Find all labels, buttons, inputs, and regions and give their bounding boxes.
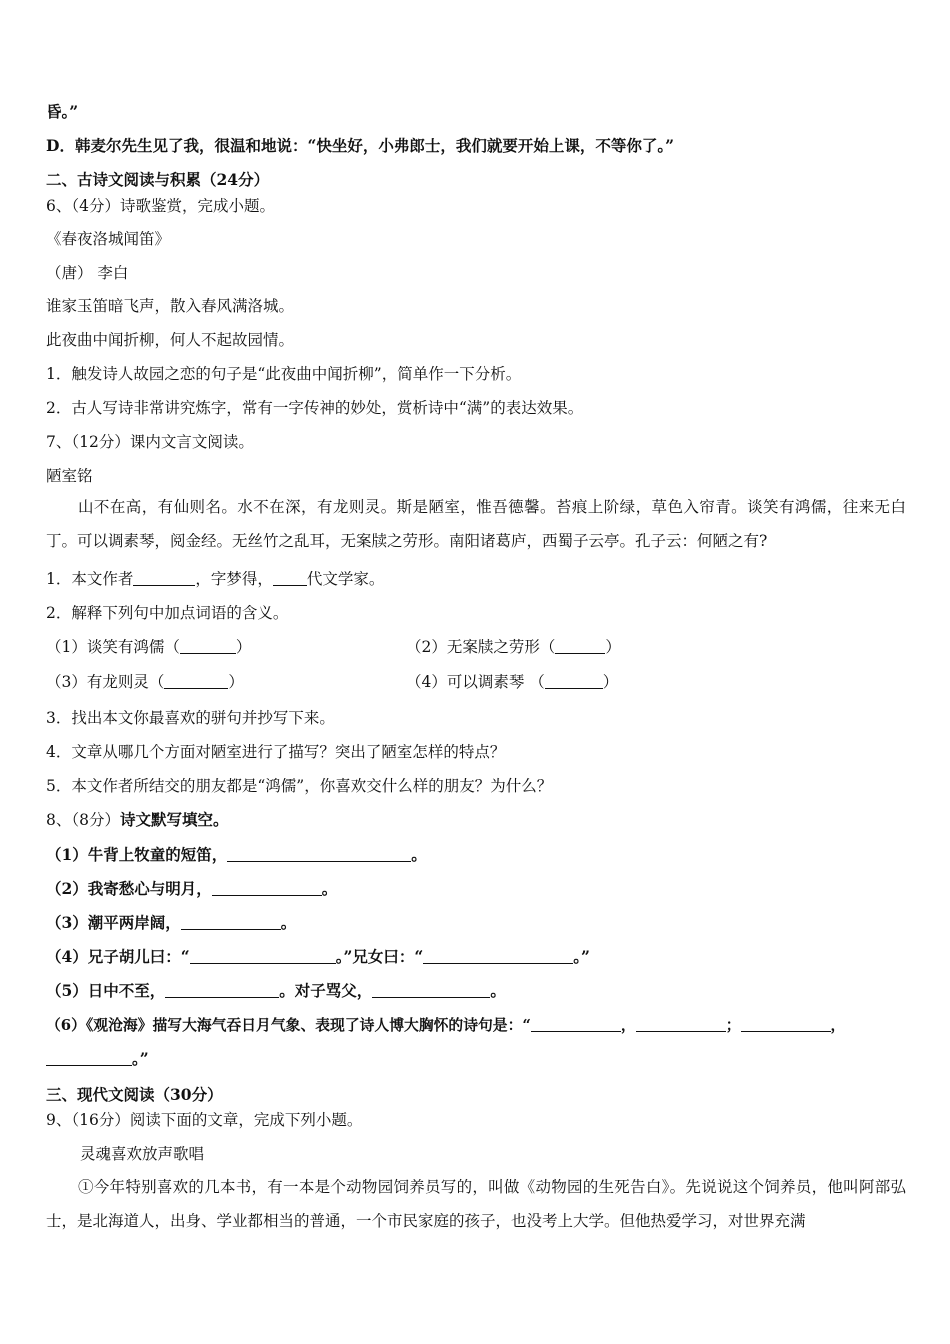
item-4-close: ） — [602, 673, 619, 691]
q8-item-1-end: 。 — [411, 845, 427, 864]
poem-line-1: 谁家玉笛暗飞声，散入春风满洛城。 — [46, 297, 295, 315]
answer-blank[interactable] — [531, 1015, 621, 1032]
q8-item-1-text: （1）牛背上牧童的短笛， — [46, 845, 228, 864]
answer-blank[interactable] — [423, 947, 573, 964]
item-2 — [406, 637, 621, 657]
q8-item-6-cont — [46, 1049, 149, 1069]
answer-blank[interactable] — [636, 1015, 726, 1032]
q8-item-6-end: 。” — [132, 1049, 149, 1068]
q8-item-5-end: 。 — [490, 981, 506, 1000]
q8-item-4 — [46, 947, 590, 967]
q8-item-2-end: 。 — [321, 879, 338, 898]
article-title: 灵魂喜欢放声歌唱 — [80, 1145, 205, 1163]
q6-sub-1: 1．触发诗人故园之恋的句子是“此夜曲中闻折柳”，简单作一下分析。 — [46, 365, 522, 383]
item-2-close: ） — [605, 638, 621, 656]
question-6: 6、（4分）诗歌鉴赏，完成小题。 — [46, 197, 275, 215]
q8-item-2 — [46, 879, 337, 899]
section-2-heading: 二、古诗文阅读与积累（24分） — [46, 170, 270, 189]
q8-item-5 — [46, 981, 506, 1001]
item-3-text: （3）有龙则灵（ — [46, 673, 165, 691]
item-3-close: ） — [228, 673, 244, 691]
q7-sub-2-row-2 — [46, 672, 619, 692]
question-7: 7、（12分）课内文言文阅读。 — [46, 433, 254, 451]
poem-title: 《春夜洛城闻笛》 — [46, 230, 171, 248]
poem-line-2: 此夜曲中闻折柳，何人不起故园情。 — [46, 331, 295, 349]
item-1-close: ） — [235, 638, 252, 656]
answer-blank[interactable] — [227, 845, 411, 862]
answer-blank[interactable] — [164, 672, 228, 689]
q7-sub-1-text-a: 1．本文作者 — [46, 570, 134, 588]
answer-blank[interactable] — [181, 913, 281, 930]
q8-item-5-text-a: （5）日中不至， — [46, 981, 166, 1000]
answer-blank[interactable] — [372, 981, 490, 998]
answer-blank[interactable] — [180, 637, 236, 654]
question-8 — [46, 810, 229, 830]
answer-blank[interactable] — [741, 1015, 831, 1032]
answer-blank[interactable] — [133, 569, 195, 586]
q8-item-3-end: 。 — [280, 913, 297, 932]
q8-item-3-text: （3）潮平两岸阔， — [46, 913, 181, 932]
q8-item-6-text: （6）《观沧海》描写大海气吞日月气象、表现了诗人博大胸怀的诗句是：“ — [46, 1017, 531, 1034]
answer-blank[interactable] — [190, 947, 336, 964]
q8-title: 诗文默写填空。 — [119, 810, 229, 829]
question-9: 9、（16分）阅读下面的文章，完成下列小题。 — [46, 1111, 363, 1129]
q8-item-4-text-a: （4）兄子胡儿曰：“ — [46, 947, 190, 966]
q7-sub-2-row-1 — [46, 637, 621, 657]
q8-item-3 — [46, 913, 296, 933]
section-3-heading: 三、现代文阅读（30分） — [46, 1085, 223, 1104]
item-1-text: （1）谈笑有鸿儒（ — [46, 638, 180, 656]
answer-blank[interactable] — [212, 879, 322, 896]
essay-body: 山不在高，有仙则名。水不在深，有龙则灵。斯是陋室，惟吾德馨。苔痕上阶绿，草色入帘青。谈笑有鸿儒，往来无白丁。可以调素琴，阅金经。无丝竹之乱耳，无案牍之劳形。南阳诸葛庐，西蜀子云亭。孔子云：何陋之有? — [46, 498, 906, 550]
q7-sub-2: 2．解释下列句中加点词语的含义。 — [46, 604, 289, 622]
q7-sub-1-text-b: ，字梦得， — [195, 570, 273, 588]
q8-item-2-text: （2）我寄愁心与明月， — [46, 879, 212, 898]
q7-sub-4: 4．文章从哪几个方面对陋室进行了描写？突出了陋室怎样的特点？ — [46, 743, 506, 761]
option-d: D．韩麦尔先生见了我，很温和地说：“快坐好，小弗郎士，我们就要开始上课，不等你了。” — [46, 136, 675, 155]
answer-blank[interactable] — [545, 672, 603, 689]
q8-score: 8、（8分） — [46, 811, 120, 829]
item-2-text: （2）无案牍之劳形（ — [406, 638, 556, 656]
q8-item-4-end: 。” — [573, 947, 590, 966]
item-4-text: （4）可以调素琴 （ — [406, 673, 545, 691]
q7-sub-3: 3．找出本文你最喜欢的骈句并抄写下来。 — [46, 709, 335, 727]
answer-blank[interactable] — [165, 981, 279, 998]
answer-blank[interactable] — [273, 569, 307, 586]
poem-author: （唐） 李白 — [46, 264, 129, 282]
q8-item-4-text-b: 。”兄女曰：“ — [335, 947, 424, 966]
q6-sub-2: 2．古人写诗非常讲究炼字，常有一字传神的妙处，赏析诗中“满”的表达效果。 — [46, 399, 584, 417]
q8-item-5-text-b: 。对子骂父， — [279, 981, 373, 1000]
q8-item-1 — [46, 845, 427, 865]
q8-item-6-sep-2: ； — [725, 1017, 741, 1034]
q8-item-6 — [46, 1015, 845, 1036]
essay-title: 陋室铭 — [46, 467, 93, 485]
q7-sub-1-text-c: 代文学家。 — [306, 570, 385, 588]
q8-item-6-sep-3: ， — [830, 1017, 846, 1034]
answer-blank[interactable] — [46, 1049, 132, 1066]
option-c-tail: 昏。” — [46, 102, 79, 121]
item-4 — [406, 672, 618, 692]
article-paragraph-1: ①今年特别喜欢的几本书，有一本是个动物园饲养员写的，叫做《动物园的生死告白》。先说说这个饲养员，他叫阿部弘士，是北海道人，出身、学业都相当的普通，一个市民家庭的孩子，也没考上大学。但他热爱学习，对世界充满 — [46, 1178, 906, 1230]
q7-sub-5: 5．本文作者所结交的朋友都是“鸿儒”，你喜欢交什么样的朋友？为什么？ — [46, 777, 553, 795]
q8-item-6-sep-1: ， — [620, 1017, 636, 1034]
answer-blank[interactable] — [555, 637, 605, 654]
q7-sub-1 — [46, 569, 384, 589]
